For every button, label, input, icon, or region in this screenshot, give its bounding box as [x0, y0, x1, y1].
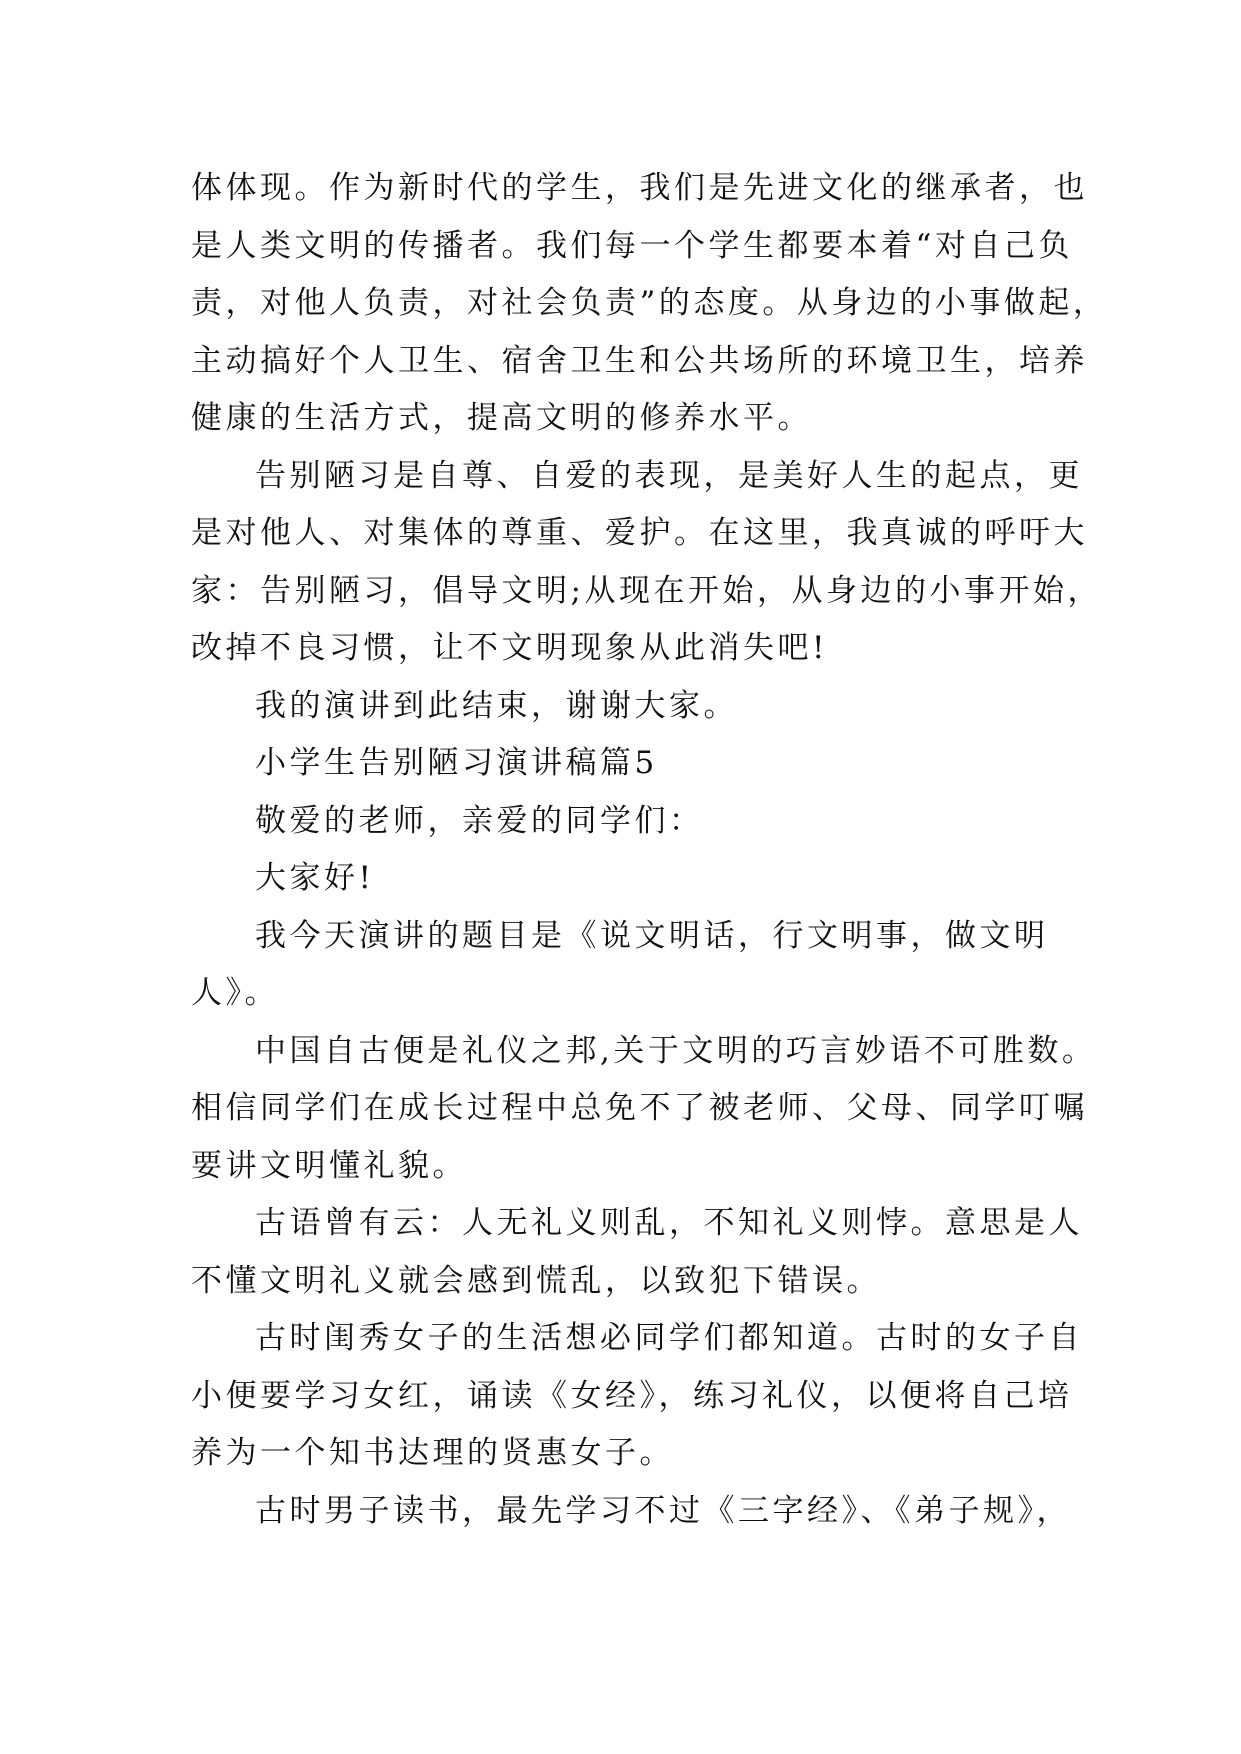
text-line: 古时闺秀女子的生活想必同学们都知道。古时的女子自 — [255, 1320, 1083, 1356]
text-line: 家：告别陋习，倡导文明;从现在开始，从身边的小事开始， — [191, 572, 1102, 609]
text-line: 我今天演讲的题目是《说文明话，行文明事，做文明 — [255, 917, 1049, 954]
text-line: 古时男子读书，最先学习不过《三字经》、《弟子规》， — [255, 1492, 1071, 1529]
text-line: 人》。 — [191, 975, 279, 1011]
text-line: 告别陋习是自尊、自爱的表现，是美好人生的起点，更 — [255, 457, 1083, 494]
text-line: 小学生告别陋习演讲稿篇5 — [255, 745, 658, 781]
text-line: 体体现。作为新时代的学生，我们是先进文化的继承者，也 — [191, 170, 1088, 206]
text-line: 主动搞好个人卫生、宿舍卫生和公共场所的环境卫生，培养 — [191, 342, 1088, 379]
text-line: 小便要学习女红，诵读《女经》，练习礼仪，以便将自己培 — [191, 1377, 1073, 1414]
text-line: 不懂文明礼义就会感到慌乱，以致犯下错误。 — [191, 1262, 881, 1299]
text-line: 责，对他人负责，对社会负责”的态度。从身边的小事做起， — [191, 285, 1108, 321]
text-line: 相信同学们在成长过程中总免不了被老师、父母、同学叮嘱 — [191, 1090, 1088, 1126]
text-line: 要讲文明懂礼貌。 — [191, 1147, 467, 1184]
text-line: 敬爱的老师，亲爱的同学们： — [255, 802, 704, 839]
text-line: 我的演讲到此结束，谢谢大家。 — [255, 687, 738, 724]
text-line: 是对他人、对集体的尊重、爱护。在这里，我真诚的呼吁大 — [191, 515, 1088, 551]
text-line: 古语曾有云：人无礼义则乱，不知礼义则悖。意思是人 — [255, 1205, 1083, 1241]
text-line: 改掉不良习惯，让不文明现象从此消失吧! — [191, 630, 828, 666]
text-line: 中国自古便是礼仪之邦,关于文明的巧言妙语不可胜数。 — [255, 1032, 1097, 1069]
text-line: 养为一个知书达理的贤惠女子。 — [191, 1435, 674, 1471]
text-line: 大家好! — [255, 860, 375, 896]
text-line: 健康的生活方式，提高文明的修养水平。 — [191, 400, 812, 436]
text-line: 是人类文明的传播者。我们每一个学生都要本着“对自己负 — [191, 227, 1073, 264]
document-body — [191, 160, 1108, 1540]
